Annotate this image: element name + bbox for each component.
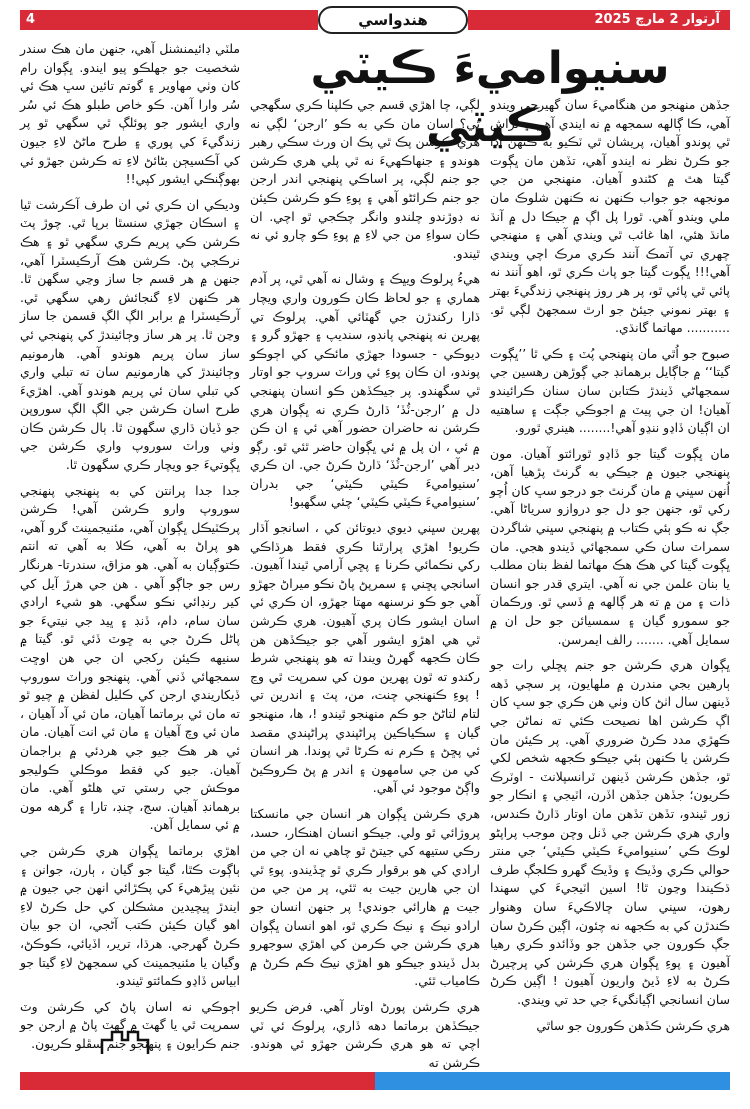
article-title: سنيواميءَ ڪيٽي ڪيٽي <box>310 43 670 152</box>
column-left <box>20 40 240 1051</box>
paragraph: هيءُ پرلوڪ ويڀڪ ۽ وشال نه آهي ٿي، پر آدم هماري ۽ جو لحاظ ڪان ڪورون واري ويچار ڌارا رکندڙن جي گهٽائي آهي. پرلوڪ تي پهرين نه پنهنجي پانڊو، سنديپ ۽ جهڙو گرو ۽ ديوڪي - جسودا جهڙي مائڪي کي اڄوڪو پوندو، ان ڪان پوءِ ئي وراٽ سروپ جو اوتار ٿي سگهندو. پر جيڪڏهن ڪو انسان پنهنجي دل ۾ ’ارجن-ٽُڏ‘ ڌارڻ ڪري نه ڀڳوان هري ڪرشن نه حاضران حضور آهي ئي ۽ ان ڪن ۾ ئي ، ان پل ۾ ئي ڀڳوان حاضر ٿئي ٿو. رڳو دير آهي ’ارجن-ٽُڏ‘ ڌارڻ ڪرڻ جي. ان ڪري ’سنيواميءَ ڪيٽي ڪيٽي‘ جي بدران ’سنيواميءَ ڪيٽي ڪيٽي‘ چئي سگهبو! <box>250 271 480 510</box>
paragraph: ملٽي ڊائيمنشنل آهي، جنهن مان هڪ سندر شخصيت جو جهلڪو پيو ايندو. ڀڳوان رام کان وٺي مهاوير ۽ گوتم تائين سڀ هڪ ئي سُر وارا آهن. ڪو خاص طبلو هڪ ئي سُر واري ايشور جو پوئلڳ ٿي سگهي ٿو پر زندگيءَ کي پوري ۽ طرح ماڻڻ لاءِ جيون کي آڪسيڄن بڻائڻ لاءِ ته ڪرشن جهڙو ئي بهوڳنڪي ايشور کپي!! <box>20 41 240 187</box>
red-band-left <box>20 10 318 30</box>
page-number: 4 <box>26 12 36 27</box>
masthead: هندواسي <box>318 6 468 34</box>
paragraph: هري ڪرشن پورڻ اوتار آهي. فرض ڪريو جيڪڏهن برماتما دهه ڏاري، پرلوڪ ئي ٽي اچي ته هو هري ڪرشن جهڙو ئي هوندو. ڪرشن ته <box>250 998 480 1070</box>
paragraph: وديڪي ان ڪري ئي ان طرف آڪرشت ٿيا ۽ اسڪان جهڙي سنسٿا برپا ٿي. چوڙ پٽ ڪرشن ڪي پريم ڪري سگهي ٿو ۽ هڪ نرڪجي پڻ. ڪرشن هڪ آرڪيسٽرا آهي، جنهن ۾ هر قسم جا ساز وڃي سگهن ٿا. هر ڪنهن لاءِ گنجائش رهي سگهي ٿي. آرڪيسٽرا ۾ برابر الڳ الڳ قسمن جا ساز وڃن ٿا. پر هر ساز وڄائيندڙ کي پنهنجي ئي ساز سان پريم هوندو آهي. هارمونيم وڄائيندڙ کي هارمونيم سان ته تبلي واري کي تبلي سان ئي پريم هوندو آهي. اهڙيءَ طرح اسان ڪرشن جي الڳ الڳ سوروپن جو ڏيان ڌاري سگهون ٿا. ٻال ڪرشن ڪان وٺي وراٽ سوروپ واري ڪرشن جي ڀڳوتيءَ جو ويچار ڪري سگهون ٿا. <box>20 196 240 473</box>
paragraph: لڳي، چا اهڙي قسم جي ڪلپنا ڪري سگهجي ٿي؟ اسان مان ڪي به ڪو ’ارجن‘ لڳي نه هري ڪرشن پڪ ٿي پڪ ان ورث سڪي رهبر هوندو ۽ جنهاڪهيءَ نه ٿي پلي هري ڪرشن جو جنم لڳي، پر اساڪي پنهنجي اندر ارجن جو جنم ڪرائڻو آهي ۽ پوءِ ڪو ڪرشن ڪيئن نه ڊوڙندو چلندو وانگر چڪجي ٿو اچي. ان ڪان سواءِ من جي لاءِ ۾ پوءِ ڪو چارو ئي نه ٿيندو. <box>250 97 480 261</box>
paragraph: مان ڀڳوت گيتا جو ڏاڍو ٿورائتو آهيان. مون پنهنجي جيون ۾ جيڪي به گرنٿ پڙهيا آهن، اُنهن سڀني ۾ مان گرنٿ جو درجو سڀ کان اُچو رکي ٿو، جنهن جو دل جو دروازو سرياڻا آهي. جڳ نه ڪو ٻئي ڪتاب ۾ پنهنجي سڀني شاگردن سمراٽ سان ڪي سمجهائي ڏيندو هجي. مان ڀڳوت گيتا کي هڪ هڪ مهاتما لفظ بنان مطلب يا بنان علمن جي نه آهي. ايتري قدر جو انسان ذات ۽ من ۾ ته هر ڳالهه ۾ ڏسي ٿو. ورڪمان جو سمورو گيان ۽ سمسيائن جو حل ان ۾ سمايل آهي. ....... رالف ايمرسن. <box>490 445 730 647</box>
column-middle <box>250 96 480 1070</box>
column-right <box>490 96 730 1066</box>
paragraph: صبوح جو اُٿي مان پنهنجي پُٽ ۽ ڪي ٿا ’’ڀڳوت گيتا‘‘ ۾ جاڳايل برهمانڊ جي ڳوڙهن رهسين جي سمجهاڻي ڏيندڙ ڪتابن سان سنان ڪرائيندو آهيان! ان جي پيٽ ۾ اجوڪي جڳت ۽ ساهتيه ان اڳيان ڏاڍو ننڍو آهي!........ هينري ٿورو. <box>490 345 730 436</box>
end-ornament-icon <box>100 1030 150 1056</box>
paragraph: ڀڳوان هري ڪرشن جو جنم پڇلي رات جو ٻارهين بجي مندرن ۾ ملهايون، پر سڄي ڏهه ڏينهن سال اٺڻ کان وٺي هن ڪري جو سڀ کان اڳ ڪرشن اها نصيحت ڪئي ته نماڻن جي ڪهڙي مدد ڪرڻ ضروري آهي. پر ڪيئن مان ڪرشن يا ڪنهن ٻئي جيڪو ڪجهه شخص لکي ٿو، جڏهن ڪرشن ڏينهن ٽرانسپلانٽ - اوٽرڪ ڪريون؛ جڏهن جڏهن اڏرن، اٽيجي ۽ انڪار جو زور ٿيندو، تڏهن تڏهن مان اوتار ڌارڻ ڪندس، واري هري ڪرشن جي ڏنل وچن موجب پراپڻو لوڪ ڪي ’سنيواميءَ ڪيٽي ڪيٽي‘ جي منتر حوالي ڪري وڏيڪ ۽ وڏيڪ گهرو ڪلجڳ طرف ڌڪيندا وڃون ٿا! اسين اٽيجيءَ کي سهندا رهون، سڀني سان چالاڪيءَ سان وهنوار ڪندڙن کي به ڪجهه نه چئون، اڳين ڪرڻ سان جڳ ڪورون جي جڏهن جو وڏائدو ڪري رهيا آهيون ۽ پوءِ ڀڳوان هري ڪرشن کي پرچيرڻ ڪرڻ به لاءِ ڏيڻ واريون آهيون ! اڳين ڪرڻ سان انسانجي اڳيانگيءَ جي حد تي ويندي. <box>490 657 730 1007</box>
paragraph: هري ڪرشن ڪڏهن ڪورون جو ساٿي <box>536 1017 730 1033</box>
paragraph: هري ڪرشن ڀڳوان هر انسان جي مانسکتا پروژائي ٿو ولي. جيڪو انسان اهنڪار، حسد، رڪي ستيهه کي جيتڻ ٿو چاهي نه ان جي من ارادي کي هو برقوار ڪري ٿو ڇڏيندو. پوءِ ٿي ان جي هارين جيت به ٿئي، پر من جي من جيت ۾ هارائي جوندي! پر جنهن انسان جو ارادو نيڪ ۽ نيڪ ڪري ٿو، اهو انسان ڀڳوان هري ڪرشن جي ڪرمن کي اهڙي سوجهرو بدل ڏيندو جيڪو هو اهڙي نيڪ ڪم ڪرڻ ۾ ڪامياب ٿئي. <box>250 805 480 989</box>
paragraph: پهرين سڀني ديوي ديوتائن کي ، اسانجو آڌار ڪريو! اهڙي پرارٿنا ڪري فقط هرڌاڪي رکي نڪمائي ڪرنا ۽ پڇي آرامي ٿيندا آهيون. اسانجي پڇني ۽ سمرپڻ پاڻ نڪو ميراڻ جهڙو آهي جو ڪو نرسنهه مهتا جهڙو، ان ڪري ئي اسان ايشور ڪان پري آهيون. هري ڪرشن ٿي هي اهڙو ايشور آهي جو جيڪڏهن هن ڪان ڪجهه گهرڻ ويندا ته هو پنهنجي شرط رکندو ته ٿون پهرين مون کي سمرپت ٿي وڃ ! پوءِ ڪنهنجي چنت، من، پٽ ۽ اندرين تي لتام لتاڻڻ جو ڪم منهنجو ٿيندو !، ها، منهنجو گيان ۽ سڪياڪين پراڻپندي پراڻپندي مقصد ئي پڇڻ ۽ ڪرم نه ڪرڻا ٿي پوندا. هر انسان کي من جي سامهون ۽ اندر ۾ پڻ ڪروڪيڻ واڳڻ موجود ئي آهي. <box>250 520 480 796</box>
paragraph: جڏهن منهنجو من هنگاميءَ سان گهيرجي ويندو آهي، ڪا ڳالهه سمجهه ۾ نه ايندي آهي ۽ نراش ٿي پوندو آهيان، پريشان ٿي ٽڪيو به ڪنهن آڌا جو ڪرڻ نظر نه ايندو آهي، تڏهن مان ڀڳوت گيتا هٿ ۾ کڻندو آهيان. منهنجي من جي مونجهه جو جواب ڪنهن نه ڪنهن شلوڪ مان ملي ويندو آهي. ٿورا پل اڳ ۾ جيڪا دل ۾ آنڌ مانڌ هئي، اها غائب ٿي ويندي آهي ۽ منهنجي چهري تي آتمڪ آنند ڪري مرڪ اچي ويندي آهي!!! ڀڳوت گيتا جو پاٺ ڪري ٿو، اهو آنند نه پائي ٿي پائي ٿو، پر هر روز پنهنجي زندگيءَ بهتر ۽ بهتر نموني جيئڻ جو ارٿ سمجهڻ لڳي ٿو. ........... مهاتما گانڌي. <box>490 97 730 336</box>
paragraph: جدا جدا پرانتن کي به پنهنجي پنهنجي سوروپ وارو ڪرشن آهي! ڪرشن پرڪٽيڪل ڀڳوان آهي، مئنيجمينٽ گرو آهي، هو پراڻ به آهي، ڪلا به آهي ته انتم ڪتوڳيان به آهي. هو مزاق، سندرتا- هرنگار رس جو جاڳو آهي . هن جي هرڙ آيل کي کير رنڊائي نڪو سگهي. هو شيء ارادي سان سام، دام، ڏنڊ ۽ ڀيد جي نيتيءَ جو پاڻل ڪرڻ جي به ڇوٽ ڏئي ٿو. گيتا ۾ سنيهه ڪيئن رکجي ان جي هن اوڇت سمجهائي ڏني آهي. پنهنجو وراٽ سوروپ ڏيکاريندي ارجن کي ڪليل لفظن ۾ چيو ٿو ته مان ئي برماتما آهيان، مان ئي آد آهيان ، مان ئي وچ آهيان ۽ مان ئي انت آهيان. مان ئي هر هڪ جيو جي هردئي ۾ براجمان آهيان. جيو کي فقط موڪلي ڪوليجو موڪش جي رستي تي هلڻو آهي. مان برهمانڊ آهيان. سج، چنڊ، تارا ۽ گرهه مون ۾ ئي سمايل آهن. <box>20 482 240 833</box>
top-bar <box>20 6 730 34</box>
paragraph: اڄوڪي نه اسان پاڻ کي ڪرشن وٽ سمرپت ٿي يا گهٽ ۾ گهٽ پاڻ ۾ ارجن جو جنم ڪرايون ۽ پنهنجو جنم سڦلو ڪريون. <box>20 998 240 1051</box>
issue-date: آرتوار 2 مارچ 2025 <box>594 12 720 27</box>
bottom-blue-band <box>375 1072 730 1090</box>
bottom-bar <box>20 1072 730 1090</box>
paragraph: اهڙي برماتما ڀڳوان هري ڪرشن جي ٻاڳوت ڪٿا، گيتا جو گيان ، ٻارن، جوانن ۽ نئين پيڙهيءَ کي پڪڙائي انهن جي جيون ۾ ايندڙ پيچيدين مشڪلن کي حل ڪرڻ لاءِ اهو گيان ڪيئن ڪتب آڻجي، ان جو بيان ڪرڻ گهرجي. هرڌا، ترير، اڏيائي، ڪوڪڻ، وگيان يا مئنيجمينٽ کي سمجهڻ لاءِ گيتا جو ابياس ڏاڍو ڪمائتو ٿيندو. <box>20 842 240 989</box>
bottom-red-band <box>20 1072 375 1090</box>
